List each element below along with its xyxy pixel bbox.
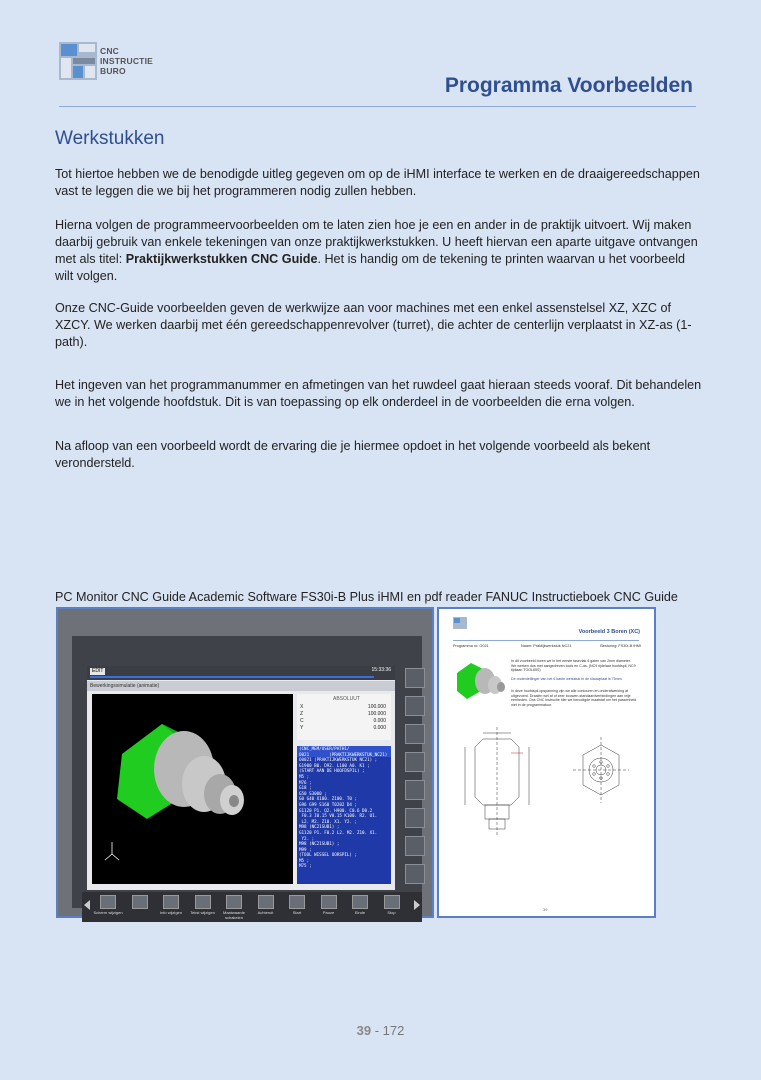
pdf-meta-control: Besturing: FS30i-B iHMI bbox=[600, 644, 641, 648]
program-line: (TOOL WISSEL OORSPIL) ; bbox=[299, 852, 357, 858]
softkey-button[interactable] bbox=[258, 895, 274, 909]
softkey-button[interactable] bbox=[163, 895, 179, 909]
pdf-logo-icon bbox=[453, 617, 467, 629]
axis-label: Y bbox=[300, 725, 304, 731]
cnc-monitor-bezel bbox=[72, 636, 422, 920]
pdf-text-2: De onderdeltinger van het 6 kante werkstuk in de klauwplaat is 75mm. bbox=[511, 677, 623, 681]
paragraph-4: Het ingeven van het programmanummer en afmetingen van het ruwdeel gaat hieraan steeds vooraf. Dit behandelen we in het volgende hoofdstuk. Dit is van toepassing op elk onderdeel in de voorbeelden die erna volgen. bbox=[55, 378, 702, 409]
program-line: (START AAN DE HOOFDSPIL) ; bbox=[299, 768, 365, 774]
cnc-screen bbox=[87, 666, 395, 890]
tool-button[interactable] bbox=[405, 696, 425, 716]
paragraph-2-text: Hierna volgen de programmeervoorbeelden om te laten zien hoe je een en ander in de praktijk uitvoert. Wij maken daarbij gebruik van enkele tekeningen van onze praktijkwerkstukken. U heeft hiervan een aparte uitgave ontvangen met als titel: bbox=[55, 218, 698, 266]
paragraph-1: Tot hiertoe hebben we de benodigde uitleg gegeven om op de iHMI interface te werken en de draaigereedschappen vast te leggen die we bij het programmeren nodig zullen hebben. bbox=[55, 167, 700, 198]
softkey-button[interactable] bbox=[132, 895, 148, 909]
softkey-button[interactable] bbox=[100, 895, 116, 909]
logo-mark-icon bbox=[59, 42, 97, 80]
softkey-label: Tekst wijzigen bbox=[190, 910, 215, 915]
program-line: L2. M2. Z10. X1. Y2. ; bbox=[299, 818, 357, 824]
paragraph-5: Na afloop van een voorbeeld wordt de ervaring die je hiermee opdoet in het volgende voorbeeld als bekent verondersteld. bbox=[55, 439, 651, 470]
softkey-left-arrow-icon[interactable] bbox=[84, 900, 90, 910]
program-line: O021 (PRAKTIJKWERKSTUK_NC21) bbox=[297, 752, 391, 758]
footer-page-total: 172 bbox=[382, 1023, 405, 1038]
axis-label: Z bbox=[300, 711, 304, 717]
pdf-reader-page bbox=[437, 607, 656, 918]
footer-separator: - bbox=[371, 1023, 383, 1038]
axis-label: C bbox=[300, 718, 304, 724]
cnc-monitor-screenshot bbox=[56, 607, 434, 918]
blank-button-2[interactable] bbox=[405, 864, 425, 884]
pdf-meta bbox=[453, 644, 641, 648]
footer-page-number: 39 bbox=[356, 1023, 372, 1038]
section-title: Werkstukken bbox=[55, 128, 165, 149]
pdf-title: Voorbeeld 3 Boren (XC) bbox=[578, 629, 640, 635]
softkey-button[interactable] bbox=[195, 895, 211, 909]
axis-value: 0.000 bbox=[373, 725, 386, 731]
info-button[interactable] bbox=[405, 668, 425, 688]
paragraph-2 bbox=[55, 217, 705, 285]
softkey-button[interactable] bbox=[226, 895, 242, 909]
figure-caption: PC Monitor CNC Guide Academic Software FS30i-B Plus iHMI en pdf reader FANUC Instructieboek CNC Guide bbox=[55, 590, 678, 604]
axis-value: 100.000 bbox=[367, 704, 386, 710]
program-line: (CNC_MEM/USER/PATH1/ bbox=[297, 746, 391, 752]
logo-line-3: BURO bbox=[100, 66, 126, 76]
position-panel bbox=[297, 694, 391, 740]
cnc-subbar bbox=[87, 681, 395, 691]
softkey-label: Stop bbox=[387, 910, 396, 915]
softkey-button[interactable] bbox=[289, 895, 305, 909]
crown-button[interactable] bbox=[405, 780, 425, 800]
softkey-button[interactable] bbox=[352, 895, 368, 909]
program-line: M76 ; bbox=[299, 779, 312, 785]
program-line: O0021 (PRAKTIJKWERKSTUK NC21) ; bbox=[299, 757, 378, 763]
paragraph-2-text-end: . Het is handig om de tekening te printen waarvan u het voorbeeld wilt volgen. bbox=[55, 252, 686, 283]
softkey-label: Pauze bbox=[322, 910, 335, 915]
softkey-button[interactable] bbox=[321, 895, 337, 909]
paragraph-3: Onze CNC-Guide voorbeelden geven de werkwijze aan voor machines met een enkel assenstelsel XZ, XZC of XZCY. We werken daarbij met één gereedschappenrevolver (turret), die achter de centerlijn verplaatst in XZ-as (1-path). bbox=[55, 301, 692, 349]
program-line: G18 ; bbox=[299, 785, 312, 791]
position-row bbox=[300, 718, 386, 724]
softkey-label: Einde bbox=[354, 910, 366, 915]
position-row bbox=[300, 725, 386, 731]
position-header: ABSOLUUT bbox=[333, 696, 360, 702]
pdf-meta-program: Programma nr: O021 bbox=[453, 644, 489, 648]
program-line: G1120 P1. F0.2 L2. M2. Z10. X1. bbox=[299, 829, 378, 835]
axis-value: 100.000 bbox=[367, 711, 386, 717]
pdf-workpiece-icon bbox=[455, 659, 507, 703]
program-line: G1120 P1. Q2. H900. C0.6 D0.2 bbox=[299, 807, 373, 813]
logo-line-1: CNC bbox=[100, 46, 120, 56]
paragraph-2-bold: Praktijkwerkstukken CNC Guide bbox=[125, 252, 318, 266]
program-line: G1900 B0. D92. L100 A0. K1 ; bbox=[299, 762, 370, 768]
axis-label: X bbox=[300, 704, 304, 710]
program-listing[interactable] bbox=[297, 746, 391, 884]
cnc-progress-bar bbox=[90, 676, 374, 678]
position-row bbox=[300, 711, 386, 717]
softkey-button[interactable] bbox=[384, 895, 400, 909]
axis-value: 0.000 bbox=[373, 718, 386, 724]
technical-drawing-icon bbox=[453, 717, 643, 843]
softkey-label: Maatwaarde schakelen bbox=[222, 910, 245, 920]
header-divider bbox=[59, 106, 696, 107]
logo-line-2: INSTRUCTIE bbox=[100, 56, 153, 66]
pdf-text-1: In dit voorbeeld boren we in het eerste fasevlak 6 gaten van 2mm diameter. We werken dus met aangedreven tools en C-as. (NC9 rijdelaar hoofdspil, NC9 tijdlaan TOOL65S) bbox=[511, 659, 636, 673]
program-button[interactable] bbox=[405, 752, 425, 772]
softkey-label: Start bbox=[292, 910, 302, 915]
softkey-right-arrow-icon[interactable] bbox=[414, 900, 420, 910]
program-line: M75 ; bbox=[299, 863, 312, 869]
program-line: M98 (NC21SUB1) ; bbox=[299, 841, 340, 847]
logo-text bbox=[100, 46, 153, 76]
workpiece-button[interactable] bbox=[405, 724, 425, 744]
program-line: M98 (NC21SUB1) ; bbox=[299, 824, 340, 830]
program-line: F0.3 I0.15 V0.15 K100. R2. U1. bbox=[299, 813, 378, 819]
pdf-meta-name: Naam: Praktijkwerkstuk NC21 bbox=[521, 644, 572, 648]
list-button[interactable] bbox=[405, 808, 425, 828]
workpiece-3d-icon bbox=[92, 694, 293, 884]
cnc-mode-label: EDIT bbox=[92, 668, 104, 674]
program-line: G50 S3000 ; bbox=[299, 790, 327, 796]
cnc-clock: 15:33:36 bbox=[371, 667, 391, 673]
softkey-label: Scherm wijzigen bbox=[93, 910, 123, 915]
program-line: M5 ; bbox=[299, 773, 310, 779]
cnc-subbar-label: Bewerkingssimulatie (animatie) bbox=[90, 683, 160, 689]
softkey-label: Achteruit bbox=[257, 910, 274, 915]
header-title: Programma Voorbeelden bbox=[444, 74, 693, 97]
simulation-viewport bbox=[92, 694, 293, 884]
program-line: M99 ; bbox=[299, 846, 312, 852]
program-line: M5 ; bbox=[299, 857, 310, 863]
program-line: G96 G99 S160 T0202 D4 ; bbox=[299, 801, 357, 807]
pdf-text-3: In deze hoofdspil-opspanning zijn we alle contouren en onderafwerking af uitgevoerd. Draaien wel af of zeer bouwen-standaardverbindingen aan vrije eenheden. Ons CNC instructie hier we benodigde maatstaf om het passenheid niet in de programmatuur. bbox=[511, 689, 637, 707]
cnc-status-bar bbox=[87, 666, 395, 680]
pdf-page-number: 39 bbox=[543, 907, 548, 912]
pdf-divider bbox=[453, 640, 639, 641]
blank-button-1[interactable] bbox=[405, 836, 425, 856]
logo bbox=[59, 42, 169, 82]
page-footer bbox=[0, 1023, 761, 1038]
program-line: G0 G40 X100. Z100. T0 ; bbox=[299, 796, 357, 802]
program-line: Y2. ; bbox=[299, 835, 315, 841]
position-row bbox=[300, 704, 386, 710]
softkey-label: Info wijzigen bbox=[159, 910, 182, 915]
softkey-bar bbox=[82, 892, 422, 922]
